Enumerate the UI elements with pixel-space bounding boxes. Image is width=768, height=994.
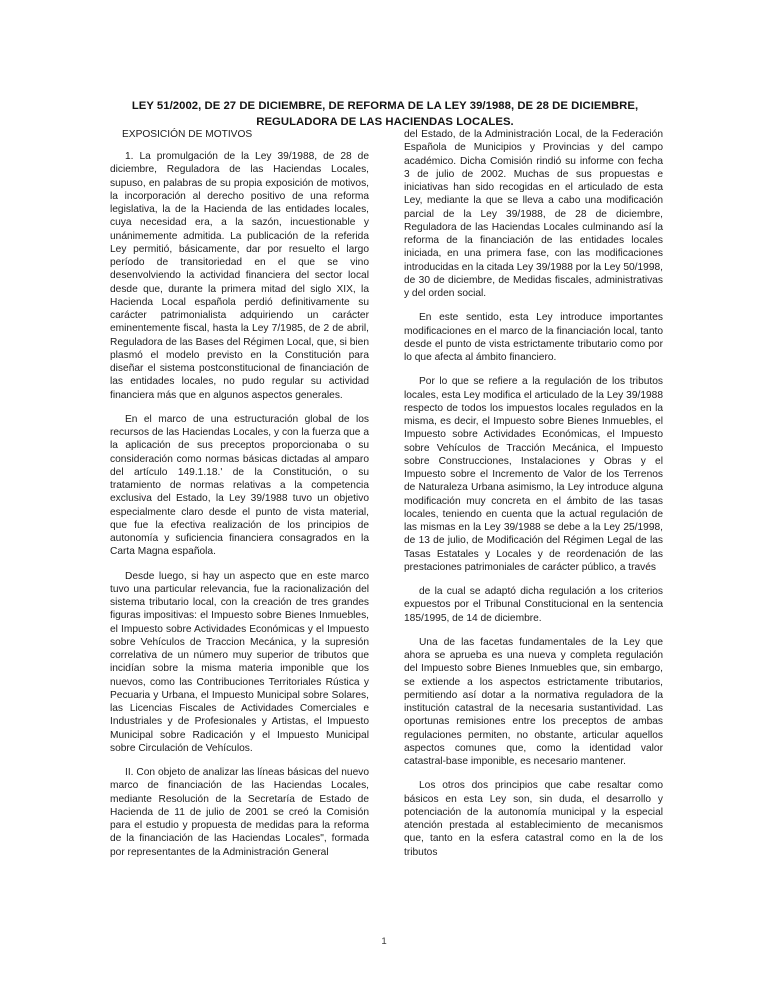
paragraph: Los otros dos principios que cabe resaltar como básicos en esta Ley son, sin duda, el desarrollo y potenciación de la autonomía municipal y la especial atención prestada al establecimiento de mecanismos que, tanto en la esfera catastral como en la de los tributos	[404, 780, 663, 858]
section-heading-exposicion-de-motivos: EXPOSICIÓN DE MOTIVOS	[122, 129, 253, 140]
paragraph: de la cual se adaptó dicha regulación a los criterios expuestos por el Tribunal Constitucional en la sentencia 185/1995, de 14 de diciembre.	[404, 586, 663, 624]
paragraph: Por lo que se refiere a la regulación de los tributos locales, esta Ley modifica el articulado de la Ley 39/1988 respecto de todos los impuestos locales regulados en la misma, es decir, el Impuesto sobre Bienes Inmuebles, el Impuesto sobre Actividades Económicas, el Impuesto sobre Vehículos de Tracción Mecánica, el Impuesto sobre Construcciones, Instalaciones y Obras y el Impuesto sobre el Incremento de Valor de los Terrenos de Naturaleza Urbana asimismo, la Ley introduce alguna modificación muy concreta en el ámbito de las tasas locales, teniendo en cuenta que la actual regulación de las mismas en la Ley 39/1988 se debe a la Ley 25/1998, de 13 de julio, de Modificación del Régimen Legal de las Tasas Estatales y Locales y de reordenación de las prestaciones patrimoniales de carácter público, a través	[404, 376, 663, 573]
page-title: LEY 51/2002, DE 27 DE DICIEMBRE, DE REFORMA DE LA LEY 39/1988, DE 28 DE DICIEMBRE, REGULADORA DE LAS HACIENDAS LOCALES.	[131, 100, 639, 128]
paragraph: del Estado, de la Administración Local, de la Federación Española de Municipios y Provincias y del campo académico. Dicha Comisión rindió su informe con fecha 3 de julio de 2002. Muchas de sus propuestas e iniciativas han sido recogidas en el articulado de esta Ley, mediante la que se lleva a cabo una modificación parcial de la Ley 39/1988, de 28 de diciembre, Reguladora de las Haciendas Locales culminando así la reforma de la financiación de las entidades locales iniciada, en una primera fase, con las modificaciones introducidas en la citada Ley 39/1988 por la Ley 50/1998, de 30 de diciembre, de Medidas fiscales, administrativas y del orden social.	[404, 129, 663, 299]
paragraph: Desde luego, si hay un aspecto que en este marco tuvo una particular relevancia, fue la racionalización del sistema tributario local, con la creación de tres grandes figuras impositivas: el Impuesto sobre Bienes Inmuebles, el Impuesto sobre Actividades Económicas y el Impuesto sobre Vehículos de Traccion Mecánica, y la supresión correlativa de un número muy superior de tributos que incidían sobre la misma materia imponible que los nuevos, como las Contribuciones Territoriales Rústica y Pecuaria y Urbana, el Impuesto Municipal sobre Solares, las Licencias Fiscales de Actividades Comerciales e Industriales y de Profesionales y Artistas, el Impuesto Municipal sobre Radicación y el Impuesto Municipal sobre Circulación de Vehículos.	[110, 570, 369, 754]
two-column-body	[110, 128, 663, 928]
paragraph: 1. La promulgación de la Ley 39/1988, de 28 de diciembre, Reguladora de las Haciendas Locales, supuso, en palabras de su propia exposición de motivos, la incorporación al derecho positivo de una reforma legislativa, la de la Hacienda de las entidades locales, cuya necesidad era, a la sazón, incuestionable y unánimemente admitida. La publicación de la referida Ley permitió, básicamente, dar por resuelto el largo período de transitoriedad en el que se vino desenvolviendo la actividad financiera del sector local desde que, durante la primera mitad del siglo XIX, la Hacienda Local española perdió definitivamente su carácter patrimonialista adquiriendo un carácter eminentemente fiscal, hasta la Ley 7/1985, de 2 de abril, Reguladora de las Bases del Régimen Local, que, si bien plasmó el modelo previsto en la Constitución para diseñar el sistema postconstitucional de financiación de las entidades locales, no pudo regular su actividad financiera más que en algunos aspectos generales.	[110, 151, 369, 401]
page-number: 1	[381, 936, 387, 947]
paragraph: En este sentido, esta Ley introduce importantes modificaciones en el marco de la financiación local, tanto desde el punto de vista estrictamente tributario como por lo que afecta al ámbito financiero.	[404, 312, 663, 363]
left-column	[110, 128, 369, 859]
paragraph: Una de las facetas fundamentales de la Ley que ahora se aprueba es una nueva y completa regulación del Impuesto sobre Bienes Inmuebles que, sin embargo, se extiende a los aspectos estrictamente tributarios, permitiendo así dotar a la normativa reguladora de la institución catastral de la necesaria sustantividad. Las oportunas remisiones entre los preceptos de ambas regulaciones permiten, no obstante, articular aquellos aspectos comunes que, como la identidad valor catastral-base imponible, es necesario mantener.	[404, 636, 663, 767]
paragraph: II. Con objeto de analizar las líneas básicas del nuevo marco de financiación de las Haciendas Locales, mediante Resolución de la Secretaría de Estado de Hacienda de 11 de julio de 2001 se creó la Comisión para el estudio y propuesta de medidas para la reforma de la financiación de las Haciendas Locales", formada por representantes de la Administración General	[110, 767, 369, 858]
right-column	[404, 128, 663, 859]
paragraph: En el marco de una estructuración global de los recursos de las Haciendas Locales, y con la fuerza que a la aplicación de sus preceptos proporcionaba o su consideración como normas básicas dictadas al amparo del artículo 149.1.18.' de la Constitución, o su tratamiento de normas relativas a la competencia exclusiva del Estado, la Ley 39/1988 tuvo un objetivo especialmente claro desde el punto de vista material, que fue la efectiva realización de los principios de autonomía y suficiencia financiera consagrados en la Carta Magna española.	[110, 413, 369, 558]
